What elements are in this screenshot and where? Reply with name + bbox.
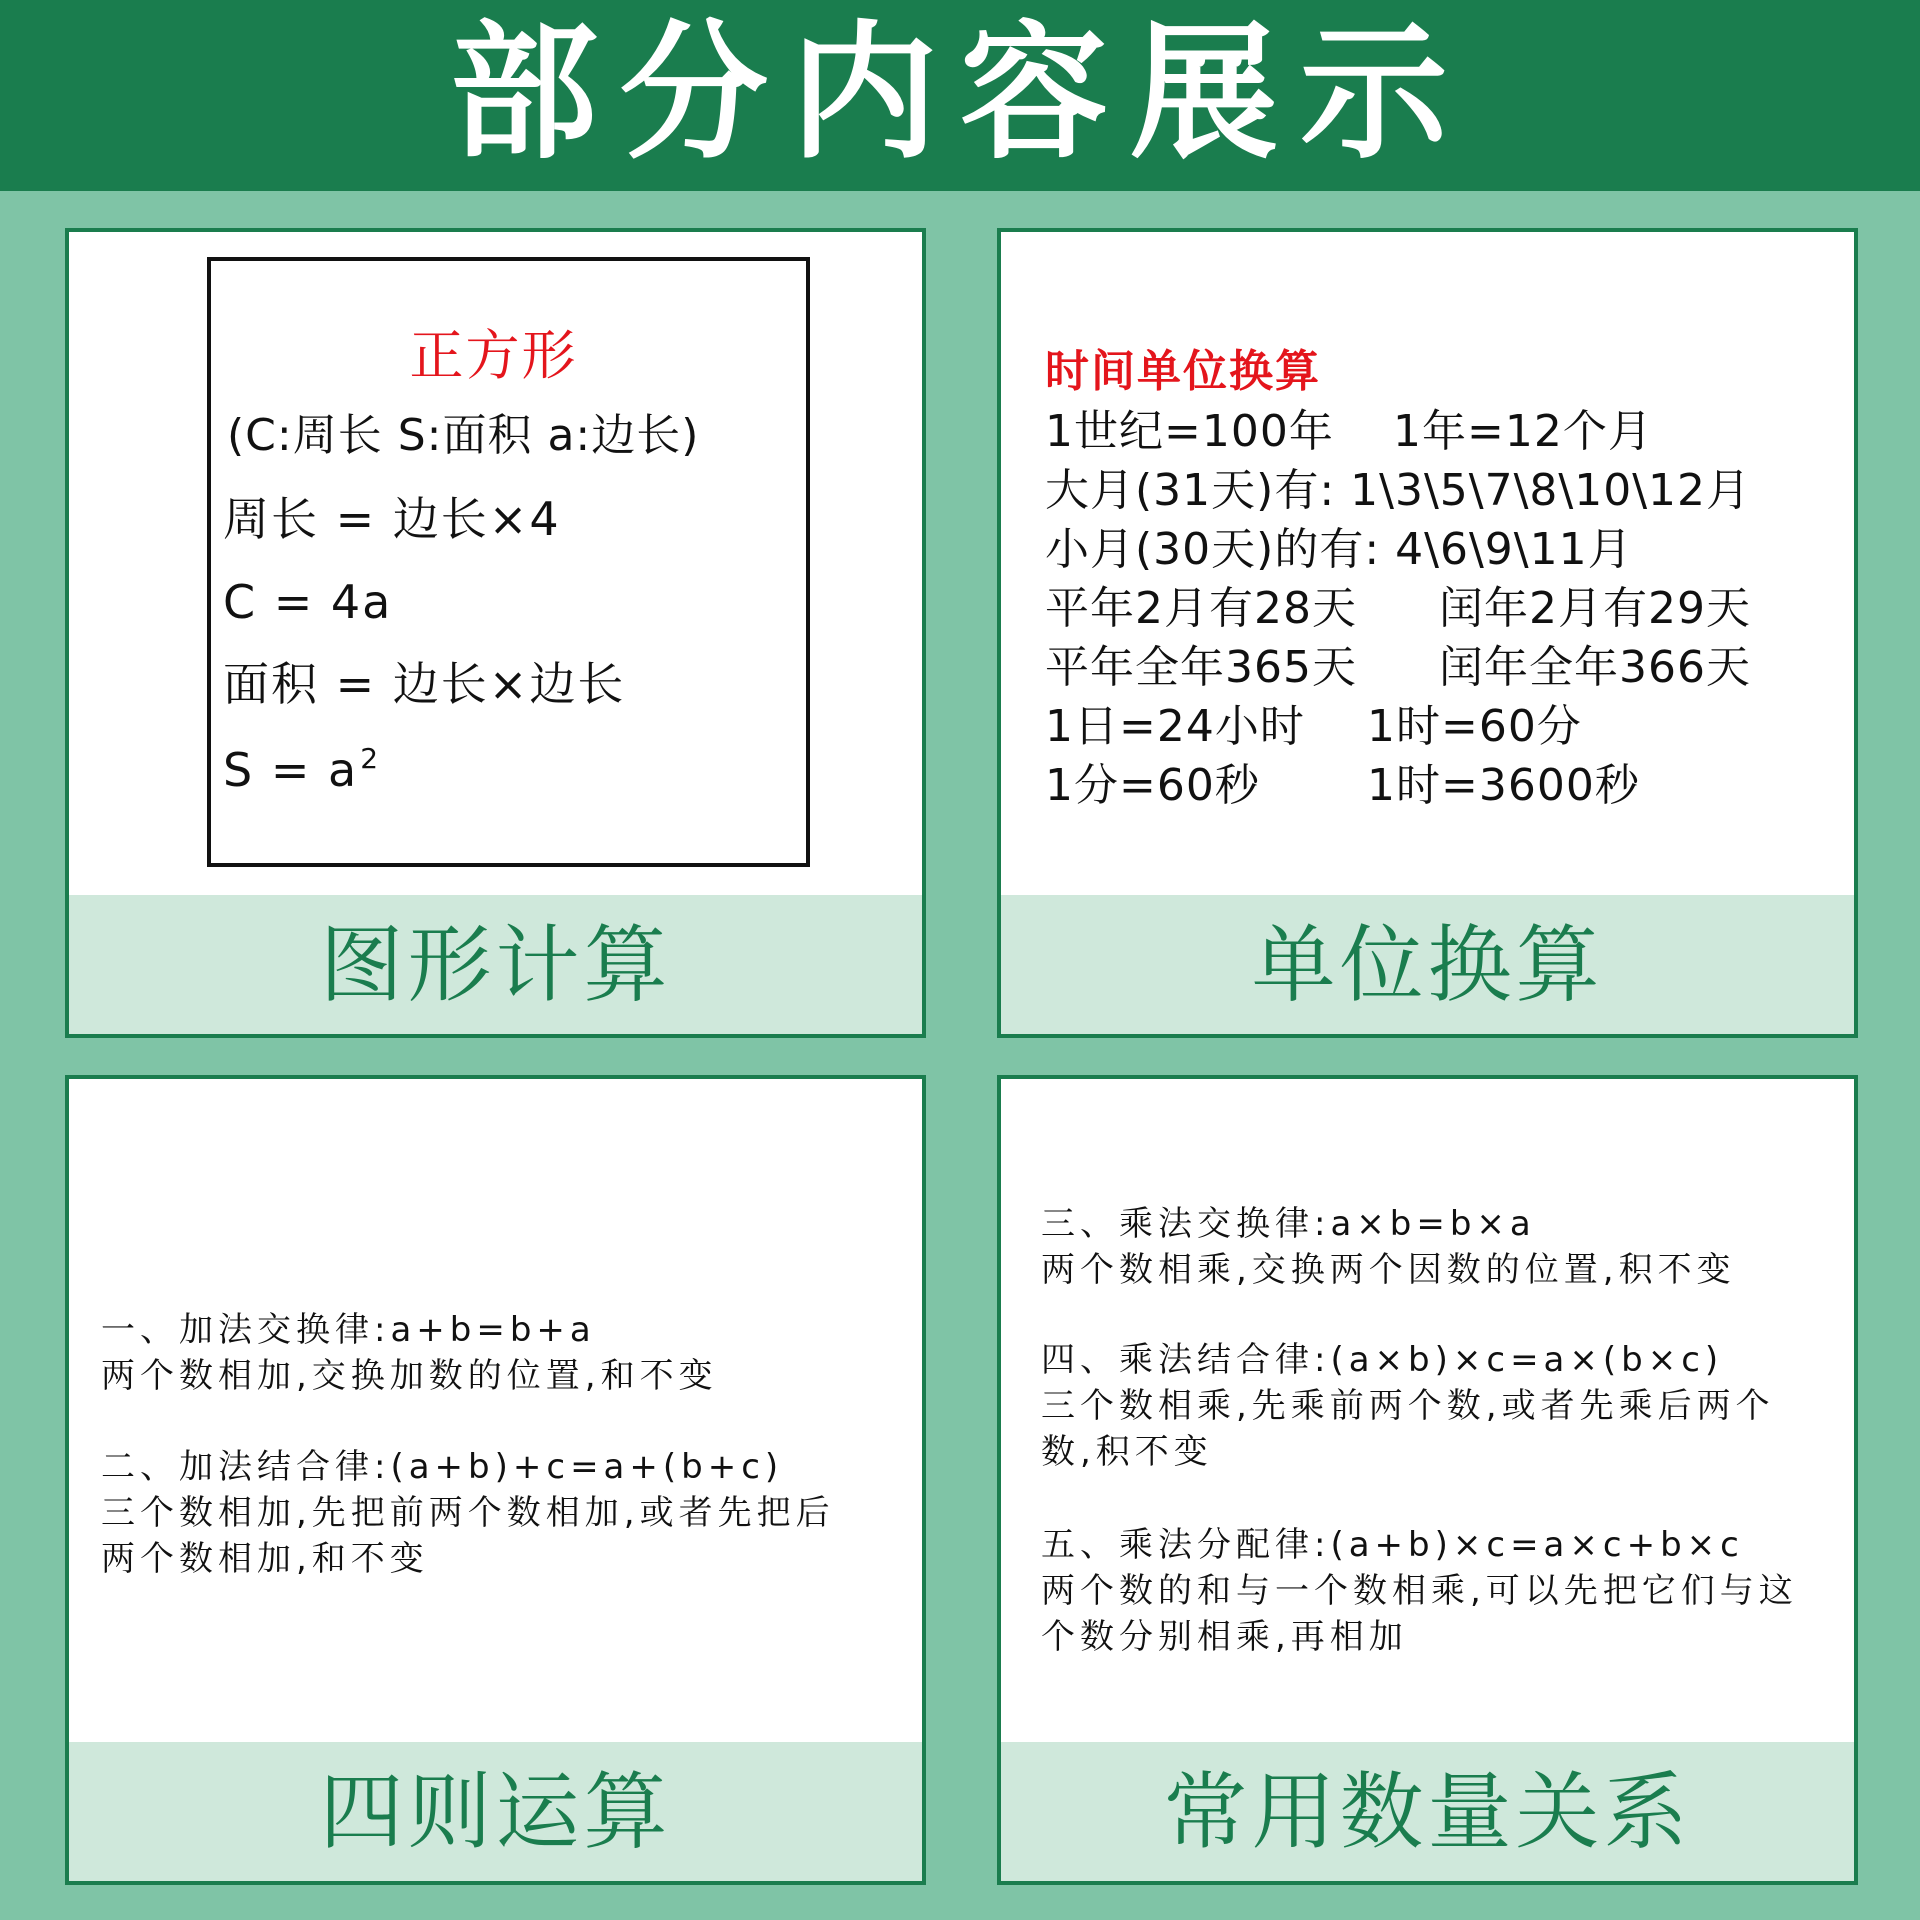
units-cell: 1年=12个月: [1393, 406, 1653, 457]
units-cell: 1时=60分: [1367, 701, 1582, 752]
units-cell: 闰年全年366天: [1439, 642, 1751, 693]
area-short-formula: [223, 742, 381, 797]
units-row: [1045, 642, 1751, 693]
law-multiplication-commutative: [1041, 1201, 1736, 1293]
card-body: [69, 1079, 922, 1746]
units-cell: 小月(30天)的有: 4\6\9\11月: [1045, 524, 1633, 575]
units-row: [1045, 760, 1640, 811]
law-text: 两个数相加,交换加数的位置,和不变: [101, 1356, 718, 1396]
card-footer: [69, 895, 922, 1034]
law-text: 三个数相加,先把前两个数相加,或者先把后: [101, 1493, 835, 1533]
law-text: 两个数的和与一个数相乘,可以先把它们与这: [1041, 1571, 1798, 1611]
units-row: [1045, 701, 1582, 752]
perimeter-formula: 周长 = 边长×4: [223, 492, 561, 546]
law-text: 数,积不变: [1041, 1432, 1213, 1472]
card-unit-conversion: [997, 228, 1858, 1038]
square-legend: (C:周长 S:面积 a:边长): [227, 410, 700, 461]
law-text: 三个数相乘,先乘前两个数,或者先乘后两个: [1041, 1386, 1775, 1426]
law-multiplication-distributive: [1041, 1522, 1798, 1660]
card-label: 四则运算: [319, 1762, 672, 1861]
page-title: 部分内容展示: [450, 6, 1470, 179]
card-label: 常用数量关系: [1163, 1762, 1692, 1861]
law-addition-associative: [101, 1444, 835, 1582]
card-arithmetic: [65, 1075, 926, 1885]
law-title: 四、乘法结合律:(a×b)×c=a×(b×c): [1041, 1340, 1724, 1380]
units-cell: 1分=60秒: [1045, 760, 1260, 811]
units-title: 时间单位换算: [1045, 346, 1321, 397]
law-title: 一、加法交换律:a+b=b+a: [101, 1310, 596, 1350]
area-formula: 面积 = 边长×边长: [223, 657, 626, 711]
perimeter-short-formula: C = 4a: [223, 575, 393, 629]
units-cell: 平年2月有28天: [1045, 583, 1357, 634]
units-cell: 平年全年365天: [1045, 642, 1357, 693]
units-row: [1045, 406, 1653, 457]
card-quantity-relations: [997, 1075, 1858, 1885]
law-multiplication-associative: [1041, 1337, 1775, 1475]
card-footer: [1001, 895, 1854, 1034]
square-title: 正方形: [409, 324, 578, 387]
superscript-two: 2: [360, 742, 381, 775]
area-short-formula-text: S = a: [223, 743, 359, 797]
units-row: [1045, 583, 1751, 634]
units-cell: 大月(31天)有: 1\3\5\7\8\10\12月: [1045, 465, 1752, 516]
law-title: 五、乘法分配律:(a+b)×c=a×c+b×c: [1041, 1525, 1744, 1565]
card-body: [1001, 232, 1854, 899]
law-text: 两个数相加,和不变: [101, 1539, 429, 1579]
law-title: 三、乘法交换律:a×b=b×a: [1041, 1204, 1536, 1244]
card-body: [69, 232, 922, 899]
units-cell: 闰年2月有29天: [1439, 583, 1751, 634]
card-shape-calculation: [65, 228, 926, 1038]
page-header: [0, 0, 1920, 191]
units-cell: 1日=24小时: [1045, 701, 1305, 752]
card-footer: [1001, 1742, 1854, 1881]
card-footer: [69, 1742, 922, 1881]
units-cell: 1时=3600秒: [1367, 760, 1640, 811]
square-formula-box: [207, 257, 810, 867]
card-label: 图形计算: [319, 915, 672, 1014]
law-text: 个数分别相乘,再相加: [1041, 1617, 1408, 1657]
units-row: [1045, 465, 1752, 516]
law-title: 二、加法结合律:(a+b)+c=a+(b+c): [101, 1447, 784, 1487]
card-body: [1001, 1079, 1854, 1746]
units-cell: 1世纪=100年: [1045, 406, 1334, 457]
units-row: [1045, 524, 1633, 575]
card-label: 单位换算: [1251, 915, 1604, 1014]
law-text: 两个数相乘,交换两个因数的位置,积不变: [1041, 1250, 1736, 1290]
law-addition-commutative: [101, 1307, 718, 1399]
